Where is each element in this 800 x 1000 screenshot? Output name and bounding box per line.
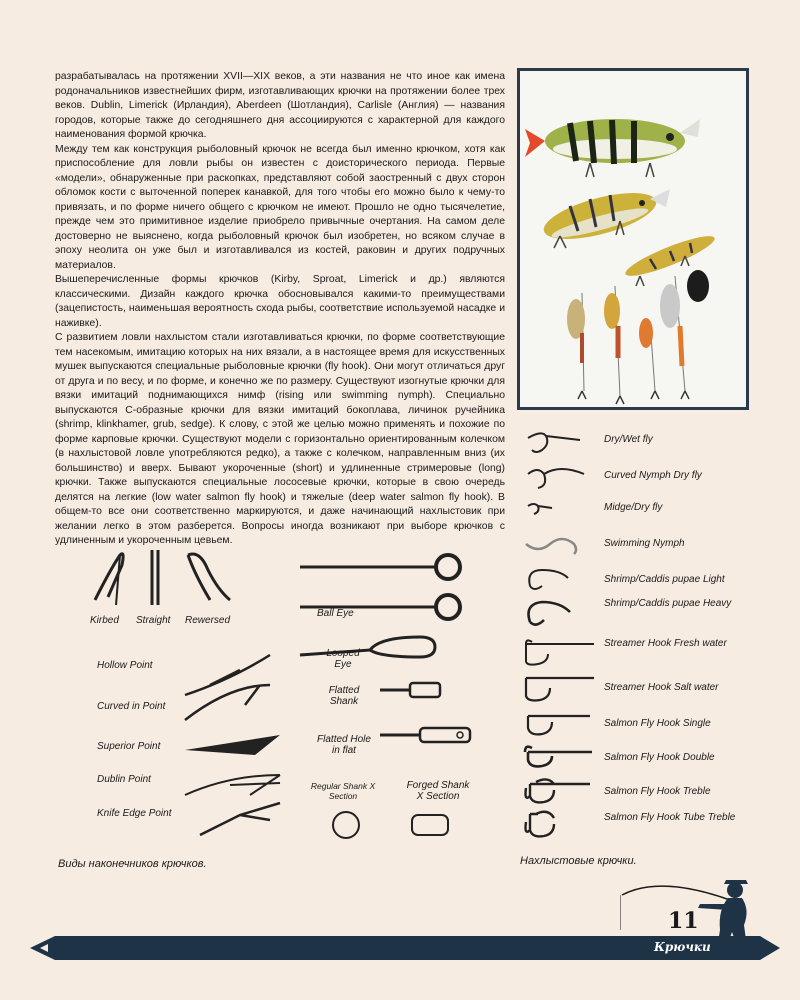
rewersed-bend-drawing: [188, 554, 230, 600]
point-label-dublin: Dublin Point: [97, 774, 151, 785]
lures-illustration: [520, 71, 746, 407]
salmon-double-hook-icon: [520, 740, 600, 772]
page-number: 11: [668, 908, 699, 934]
paragraph: Между тем как конструкция рыболовный крючок не всегда был именно крючком, хотя как приспособление для ловли рыбы он известен с доисторического периода. Первые «модели», обнаруженные при раскопках, представляют собой заостренный с двух сторон обломок кости с выточенной поперек канавкой, для того чтобы его можно было к чему-то привязать, и по форме ничего общего с крючком не имеют. Прошло не одно тысячелетие, прежде чем это примитивное изделие приобрело привычные очертания. На самом деле достоверно не выяснено, когда рыболовный крючок был изобретен, но всяком случае в эпоху неолита он уже был и изготавливался из костей, раковин и других подручных материалов.: [55, 143, 505, 271]
ball-eye-drawing: [300, 555, 460, 579]
superior-point-drawing: [185, 735, 280, 755]
section-title: Крючки: [654, 940, 711, 954]
fly-hook-item: [520, 462, 780, 494]
fly-hook-label: Dry/Wet fly: [604, 434, 653, 445]
dublin-point-drawing: [185, 775, 280, 795]
fly-hook-label: Streamer Hook Fresh water: [604, 638, 727, 649]
paragraph: Вышеперечисленные формы крючков (Kirby, Sproat, Limerick и др.) являются классическими. Дизайн каждого крючка обосновывался какими-то преимуществами (зацепистость, наименьшая вероятность схода рыбы, соответствие используемой насадке и наживке).: [55, 274, 505, 329]
streamer-fresh-hook-icon: [520, 636, 600, 668]
fly-hook-item: [520, 672, 780, 704]
swimming-nymph-hook-icon: [520, 530, 600, 562]
section-label-forged: Forged Shank X Section: [406, 780, 470, 802]
salmon-tube-treble-hook-icon: [520, 808, 600, 840]
bend-label-kirbed: Kirbed: [90, 615, 119, 626]
curved-nymph-hook-icon: [520, 462, 600, 494]
shrimp-heavy-hook-icon: [520, 598, 600, 630]
eye-label-looped: Looped Eye: [326, 648, 360, 670]
fly-hook-item: [520, 564, 780, 596]
paragraph: С развитием ловли нахлыстом стали изготавливаться крючки, по форме соответствующие тем насекомым, имитацию которых на них вязали, а в настоящее время для искусственных мушек выпускаются специальные рыболовные крючки (fly hook). Они могут отличаться друг от друга и по весу, и по форме, и конечно же по размеру. Существуют изогнутые крючки для вязки имитаций поднимающихся нимф (rising или swimming nymph). Специально выпускаются С-образные крючки для вязки имитаций бокоплава, личинок ручейника (shrimp, klinkhamer, grub, sedge). К слову, с этой же целью можно применять и похожие по форме карповые крючки. Существуют модели с горизонтально ориентированным колечком (в нахлыстовой ловле употребляются редко), а также с колечком, направленным вниз (их большинство) и вверх. Бывают укороченные (short) и удлиненные стримеровые (long) крючки. Также выпускаются специальные лососевые крючки, которые в свою очередь делятся на легкие (low water salmon fly hook) и тяжелые (deep water salmon fly hook). В общем-то все они соответственно маркируются, и даже начинающий нахлыстовик при желании легко в этом разберется. Вопросы иногда возникают при выборе крючков с удлиненным и укороченным цевьем.: [55, 332, 505, 546]
section-label-regular: Regular Shank X Section: [310, 781, 376, 801]
midge-hook-icon: [520, 496, 600, 528]
point-label-curved-in: Curved in Point: [97, 701, 166, 712]
fly-hooks-caption: Нахлыстовые крючки.: [520, 855, 637, 867]
lures-photo: [517, 68, 749, 410]
regular-shank-section-drawing: [333, 812, 359, 838]
flatted-shank-drawing: [380, 683, 440, 697]
points-figure-caption: Виды наконечников крючков.: [58, 858, 207, 870]
eye-label-ball: Ball Eye: [317, 608, 354, 619]
fly-hook-label: Swimming Nymph: [604, 538, 685, 549]
fly-hook-item: [520, 598, 780, 630]
fly-hook-item: [520, 740, 780, 772]
dry-wet-fly-hook-icon: [520, 428, 600, 460]
eye-label-flatted-hole: Flatted Hole in flat: [317, 734, 371, 756]
fly-hook-item: [520, 774, 780, 806]
fly-hook-item: [520, 636, 780, 668]
fly-hook-item: [520, 496, 780, 528]
salmon-treble-hook-icon: [520, 774, 600, 806]
body-text: [55, 70, 505, 549]
perch-wobbler: [525, 119, 700, 177]
paragraph: разрабатывалась на протяжении XVII—XIX веков, а эти названия не что иное как имена родоначальников известнейших фирм, изготавливающих крючки на протяжении более трех веков. Dublin, Limerick (Ирландия), Aberdeen (Шотландия), Carlisle (Англия) — названия городов, которые также до сегодняшнего дня ассоциируются с характерной для каждого наименования формой крючка.: [55, 71, 505, 140]
shrimp-light-hook-icon: [520, 564, 600, 596]
point-label-knife-edge: Knife Edge Point: [97, 808, 172, 819]
flatted-hole-drawing: [380, 728, 470, 742]
salmon-single-hook-icon: [520, 706, 600, 738]
fly-hook-item: [520, 808, 780, 840]
streamer-salt-hook-icon: [520, 672, 600, 704]
point-label-superior: Superior Point: [97, 741, 161, 752]
fly-hook-label: Shrimp/Caddis pupae Heavy: [604, 598, 732, 609]
fly-hook-label: Streamer Hook Salt water: [604, 682, 719, 693]
fly-hook-item: [520, 706, 780, 738]
knife-edge-point-drawing: [200, 803, 280, 835]
fly-hook-label: Salmon Fly Hook Treble: [604, 786, 711, 797]
point-label-hollow: Hollow Point: [97, 660, 153, 671]
fly-hook-label: Midge/Dry fly: [604, 502, 663, 513]
fly-hook-item: [520, 530, 780, 562]
bend-label-rewersed: Rewersed: [185, 615, 231, 626]
looped-eye-drawing: [300, 637, 435, 657]
eye-label-flatted-shank: Flatted Shank: [328, 685, 360, 707]
forged-shank-section-drawing: [412, 815, 448, 835]
fly-hook-item: [520, 428, 780, 460]
gold-minnow: [539, 184, 670, 249]
fly-hook-label: Salmon Fly Hook Double: [604, 752, 715, 763]
bend-label-straight: Straight: [136, 615, 171, 626]
fly-hook-label: Curved Nymph Dry fly: [604, 470, 702, 481]
fly-hook-label: Salmon Fly Hook Tube Treble: [604, 812, 736, 823]
straight-bend-drawing: [152, 550, 158, 605]
spinners: [567, 270, 709, 404]
fly-hook-label: Salmon Fly Hook Single: [604, 718, 711, 729]
fly-hook-label: Shrimp/Caddis pupae Light: [604, 574, 725, 585]
